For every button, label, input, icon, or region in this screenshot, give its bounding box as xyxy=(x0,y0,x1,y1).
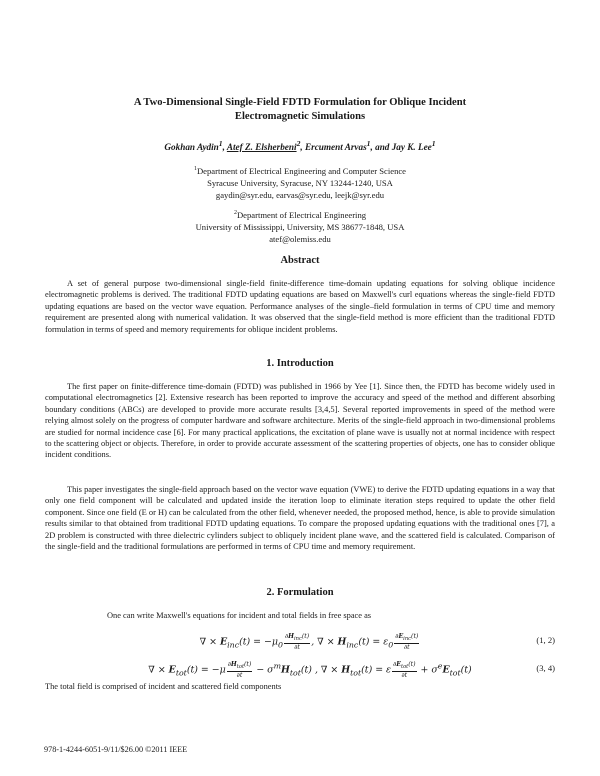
paper-title xyxy=(60,96,540,124)
affil-mark: 1 xyxy=(193,166,197,172)
author-name: Jay K. Lee xyxy=(391,142,432,153)
affil-mark: 2 xyxy=(233,210,237,216)
author-name: Atef Z. Elsherbeni xyxy=(226,142,297,153)
abstract-text: A set of general purpose two-dimensional single-field finite-difference time-domain updating equations for solving oblique incidence electromagnetic problems is derived. The traditional FDTD updating equations are based on Maxwell's curl equations whereas the single-field FDTD updating equations are based on the vector wave equation. Performance analyses of the single–field formulation in terms of CPU time and memory requirement are presented along with numerical validation. It was observed that the single-field method is more efficient than the traditional FDTD formulation in terms of speed and memory requirements for oblique incident problems. xyxy=(45,279,555,334)
title-line-1: A Two-Dimensional Single-Field FDTD Formulation for Oblique Incident xyxy=(133,97,467,108)
author-name: Ercument Arvas xyxy=(304,142,367,153)
formulation-lead-text: One can write Maxwell's equations for incident and total fields in free space as xyxy=(107,611,372,620)
author-separator: , and xyxy=(370,142,392,153)
equation-body: ∇ × $E_{tot}(t) = -\mu$ $\frac{\partial H_{tot}(t)}{\partial t}$ − $\sigma^mH_{tot}(t)$ , ∇ × $H_{tot}(t) = \varepsilon$ $\frac{\partial E_{tot}(t)}{\partial t}$ + $\sigma^eE_{tot}(t)$ xyxy=(148,661,472,680)
author-separator: , xyxy=(300,142,305,153)
abstract-heading: Abstract xyxy=(280,255,320,266)
equation-3-4 xyxy=(60,657,560,681)
intro-paragraph-2: This paper investigates the single-field approach based on the vector wave equation (VWE) to derive the FDTD updating equations in a way that only one field component will be calculated and updated inside the iteration loop to eliminate iteration steps required to update the other field component. Since one field (E or H) can be calculated from the other field, whenever needed, the proposed method, hence, is able to provide simulation results similar to that obtained from traditional FDTD updating equations. To compare the proposed updating equations with the traditional ones [7], a 2D problem is constructed with three dielectric cylinders subject to obliquely incident plane wave, and the scattered field is calculated. Comparison of the single-field and the traditional formulations are performed in terms of CPU time and memory requirement. xyxy=(45,485,555,552)
author-list xyxy=(60,139,540,152)
affiliation-1 xyxy=(100,163,500,201)
author-affil-mark: 1 xyxy=(218,139,223,148)
author-name: Gokhan Aydin xyxy=(164,142,219,153)
equation-number: (1, 2) xyxy=(536,635,555,645)
intro-paragraph-1: The first paper on finite-difference time-domain (FDTD) was published in 1966 by Yee [1]. Since then, the FDTD has become widely used in computational electromagnetics [2]. Extensive research has been reported to improve the accuracy and speed of the method and different absorbing boundary conditions (ABCs) are developed to provide more accurate results [3,4,5]. Several reported improvements in speed of the method were relying almost solely on the progress of computer hardware and software architecture. Merits of the single-field approach in two-dimensional problems are studied for normal incidence case [6]. For many practical applications, the excitation of plane wave is usually not at normal incidence with respect to the scattering object or objects. Therefore, in order to provide accurate assessment of the scattering properties of objects, one has to consider oblique incident conditions. xyxy=(45,382,555,460)
section-heading-introduction: 1. Introduction xyxy=(266,358,334,369)
section-heading-formulation: 2. Formulation xyxy=(266,587,334,598)
equation-body: ∇ × $E_{inc}(t) = -\mu_0$ $\frac{\partial H_{inc}(t)}{\partial t}$ , ∇ × $H_{inc}(t) = \varepsilon_0$ $\frac{\partial E_{inc}(t)}{\partial t}$ xyxy=(199,633,419,652)
equation-1-2 xyxy=(60,629,560,653)
copyright-footer: 978-1-4244-6051-9/11/$26.00 ©2011 IEEE xyxy=(44,745,188,754)
affil-emails: atef@olemiss.edu xyxy=(269,233,331,244)
author-separator: , xyxy=(222,142,227,153)
title-line-2: Electromagnetic Simulations xyxy=(234,111,366,122)
affil-address: Syracuse University, Syracuse, NY 13244-1240, USA xyxy=(207,177,393,188)
affil-dept: Department of Electrical Engineering xyxy=(236,209,367,220)
equation-number: (3, 4) xyxy=(536,663,555,673)
affiliation-2 xyxy=(100,207,500,245)
author-affil-mark: 1 xyxy=(366,139,371,148)
affil-dept: Department of Electrical Engineering and Computer Science xyxy=(196,165,407,176)
affil-emails: gaydin@syr.edu, earvas@syr.edu, leejk@syr.edu xyxy=(215,189,385,200)
author-affil-mark: 2 xyxy=(296,139,301,148)
formulation-tail-text: The total field is comprised of incident and scattered field components xyxy=(45,682,282,691)
author-affil-mark: 1 xyxy=(431,139,436,148)
affil-address: University of Mississippi, University, MS 38677-1848, USA xyxy=(195,221,405,232)
